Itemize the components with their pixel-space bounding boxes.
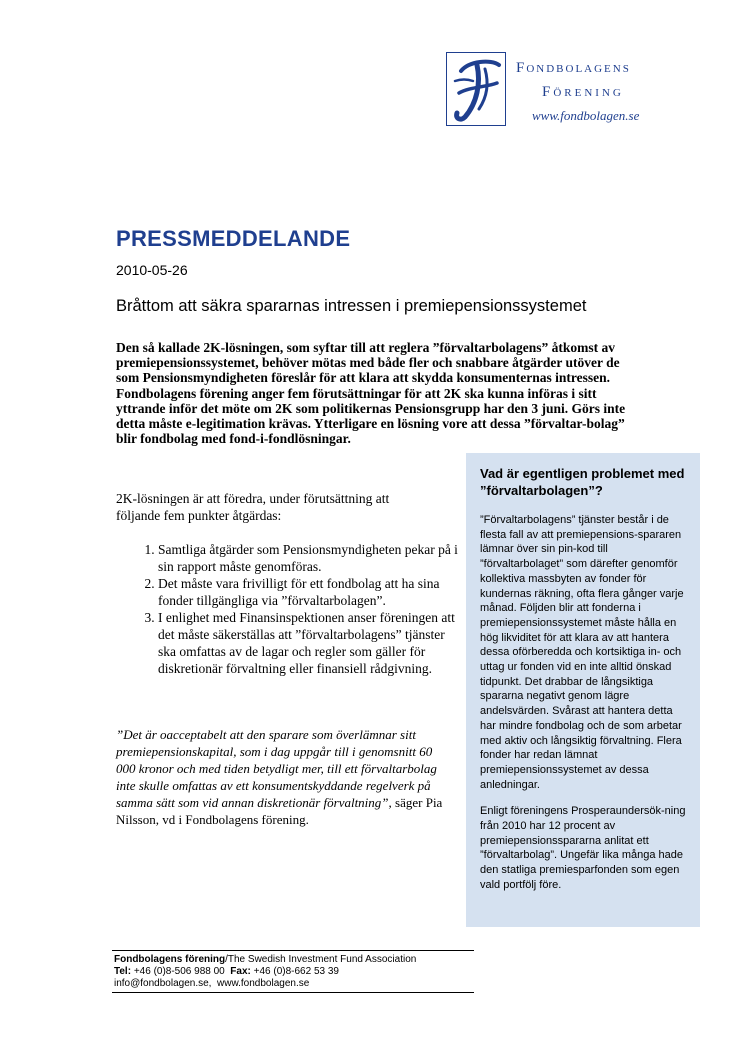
footer-fax: +46 (0)8-662 53 39 [253,966,339,977]
footer-org-line [114,954,416,966]
footer-website[interactable]: www.fondbolagen.se [217,978,310,989]
intro-paragraph: 2K-lösningen är att föredra, under förutsättning att följande fem punkter åtgärdas: [116,491,390,523]
footer-org-english: /The Swedish Investment Fund Association [225,954,417,965]
footer-org-name: Fondbolagens förening [114,954,226,965]
footer-web-line [114,978,416,990]
list-item: 3. I enlighet med Finansinspektionen anser föreningen att det måste säkerställas att ”förvaltarbolagens” tjänster ska omfattas av de lagar och regler som gäller för diskretionär förvaltning eller finansiell rådgivning. [158,609,458,677]
sidebar-heading: Vad är egentligen problemet med ”förvaltarbolagen”? [480,466,685,498]
logo-name-line2: Förening [542,84,624,100]
lead-text: Den så kallade 2K-lösningen, som syftar till att reglera ”förvaltarbolagens” åtkomst av premiepensionssystemet, behöver mötas med både fler och snabbare åtgärder utöver de som Pensionsmyndigheten föreslår för att klara att skydda konsumenternas intressen. Fondbolagens förening anger fem förutsättningar för att 2K ska kunna införas i sitt yttrande inför det möte om 2K som politikernas Pensionsgrupp har den 3 juni. Görs inte detta måste e-legitimation krävas. Ytterligare en lösning vore att dessa ”förvaltar-bolag” blir fondbolag med fond-i-fondlösningar. [116,340,626,447]
document-title: PRESSMEDDELANDE [116,226,351,251]
lead-paragraph [116,340,636,446]
footer-separator: , [208,978,218,989]
logo-mark [446,52,506,126]
footer-contact-line [114,966,416,978]
list-item: 2. Det måste vara frivilligt för ett fondbolag att ha sina fonder tillgängliga via ”förvaltarbolagen”. [158,575,458,609]
sidebar-box [466,453,700,927]
footer-tel: +46 (0)8-506 988 00 [133,966,225,977]
quote-attribution: säger Pia Nilsson, vd i Fondbolagens förening. [116,795,443,827]
footer-fax-label: Fax: [230,966,251,977]
sidebar-paragraph-1: ”Förvaltarbolagens” tjänster består i de flesta fall av att premiepensions-spararen lämnar över sin pin-kod till ”förvaltarbolaget” som därefter genomför kollektiva massbyten av fonder för kundernas räkning, ofta flera gånger varje månad. Följden blir att fonderna i premiepensionssystemet måste hålla en hög likviditet för att klara av att hantera dessa oförberedda och kortsiktiga in- och uttag ur fonden vid en inte alltid önskad tidpunkt. Det drabbar de långsiktiga spararna negativt genom lägre andelsvärden. Svårast att hantera detta har mindre fondbolag och de som arbetar med aktiv och långsiktig förvaltning. Flera fonder har redan lämnat premiepensionssystemet av dessa anledningar. [480,514,684,791]
footer-email[interactable]: info@fondbolagen.se [114,978,209,989]
quote-italic: ”Det är oacceptabelt att den sparare som överlämnar sitt premiepensionskapital, som i dag uppgår till i genomsnitt 60 000 kronor och med tiden betydligt mer, till ett förvaltarbolag inte skulle omfattas av ett konsumentskyddande regelverk på samma sätt som vid annan diskretionär förvaltning”, [116,727,437,810]
document-subtitle: Bråttom att säkra spararnas intressen i premiepensionssystemet [116,297,587,315]
logo-f-monogram-icon [447,53,505,125]
requirements-list [134,541,458,677]
logo-url: www.fondbolagen.se [532,108,640,123]
footer-tel-label: Tel: [114,966,132,977]
sidebar-paragraph-2: Enligt föreningens Prosperaundersök-ning från 2010 har 12 procent av premiepensionsspararna anlitat ett ”förvaltarbolag”. Ungefär lika många hade den statliga premiesparfonden som egen vald portfölj före. [480,805,686,891]
list-item: 1. Samtliga åtgärder som Pensionsmyndigheten pekar på i sin rapport måste genomföras. [158,541,458,575]
footer-bottom-rule [112,992,474,993]
quote-paragraph [116,726,446,828]
footer-top-rule [112,950,474,951]
logo-name-line1: Fondbolagens [516,60,631,76]
footer [114,954,416,990]
document-date: 2010-05-26 [116,262,188,278]
